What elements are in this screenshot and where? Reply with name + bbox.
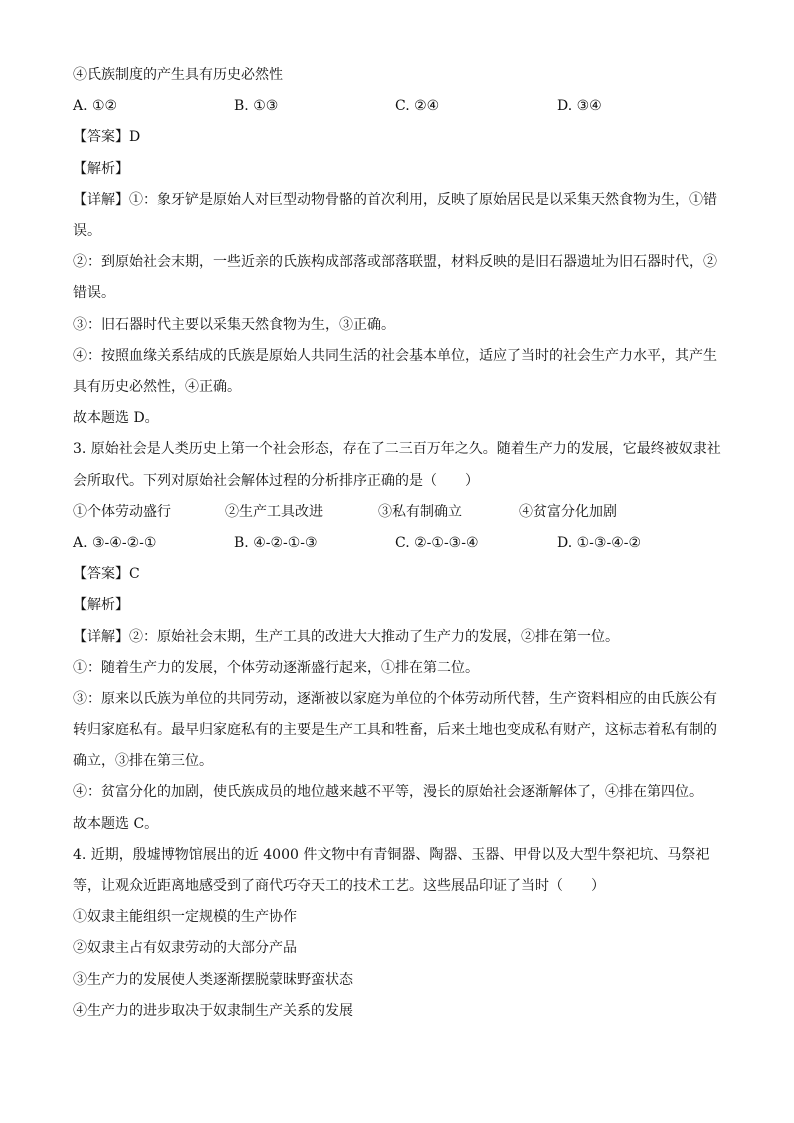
q3-option-d: D. ①-③-④-②: [557, 534, 642, 551]
q2-option-a: A. ①②: [73, 98, 118, 115]
q3-detail-3: ③：原来以氏族为单位的共同劳动，逐渐被以家庭为单位的个体劳动所代替，生产资料相应的由氏族公有转归家庭私有。最早归家庭私有的主要是生产工具和牲畜，后来土地也变成私有财产，这标志着私有制的确立，③排在第三位。: [73, 690, 717, 770]
q4-statement-3: ③生产力的发展使人类逐渐摆脱蒙昧野蛮状态: [73, 971, 353, 988]
q3-detail-1: 【详解】②：原始社会末期，生产工具的改进大大推动了生产力的发展，②排在第一位。: [73, 628, 619, 645]
q3-detail-4: ④：贫富分化的加剧，使氏族成员的地位越来越不平等，漫长的原始社会逐渐解体了，④排在第四位。: [73, 784, 703, 801]
q3-conclusion: 故本题选 C。: [73, 815, 159, 832]
q4-statement-1: ①奴隶主能组织一定规模的生产协作: [73, 909, 297, 926]
q3-item-3: ③私有制确立: [378, 503, 462, 520]
q2-detail-1: 【详解】①：象牙铲是原始人对巨型动物骨骼的首次利用，反映了原始居民是以采集天然食物为生，①错误。: [73, 191, 717, 239]
q2-statement-4: ④氏族制度的产生具有历史必然性: [73, 67, 283, 83]
q2-options: [73, 91, 723, 122]
q3-item-1: ①个体劳动盛行: [73, 503, 171, 520]
q3-items: [73, 497, 723, 528]
q4-statement-2: ②奴隶主占有奴隶劳动的大部分产品: [73, 940, 297, 957]
q2-answer: 【答案】D: [73, 129, 141, 146]
q4-stem: 4. 近期，殷墟博物馆展出的近 4000 件文物中有青铜器、陶器、玉器、甲骨以及大型牛祭祀坑、马祭祀等，让观众近距离地感受到了商代巧夺天工的技术工艺。这些展品印证了当时（ ）: [73, 846, 710, 895]
q3-stem: 3. 原始社会是人类历史上第一个社会形态，存在了二三百万年之久。随着生产力的发展，它最终被奴隶社会所取代。下列对原始社会解体过程的分析排序正确的是（ ）: [73, 441, 721, 489]
q2-analysis-heading: 【解析】: [73, 160, 129, 177]
q2-detail-2: ②：到原始社会末期，一些近亲的氏族构成部落或部落联盟，材料反映的是旧石器遗址为旧石器时代，②错误。: [73, 254, 717, 302]
q2-detail-3: ③：旧石器时代主要以采集天然食物为生，③正确。: [73, 316, 395, 333]
q2-option-c: C. ②④: [395, 98, 440, 115]
q3-analysis-heading: 【解析】: [73, 597, 129, 614]
q3-item-2: ②生产工具改进: [225, 503, 323, 520]
q2-option-b: B. ①③: [234, 98, 279, 115]
q2-conclusion: 故本题选 D。: [73, 410, 159, 427]
q3-detail-2: ①：随着生产力的发展，个体劳动逐渐盛行起来，①排在第二位。: [73, 659, 479, 676]
q3-answer: 【答案】C: [73, 566, 140, 583]
q2-detail-4: ④：按照血缘关系结成的氏族是原始人共同生活的社会基本单位，适应了当时的社会生产力水平，其产生具有历史必然性，④正确。: [73, 347, 717, 395]
q3-option-b: B. ④-②-①-③: [234, 534, 318, 551]
q3-option-c: C. ②-①-③-④: [395, 534, 479, 551]
q3-item-4: ④贫富分化加剧: [519, 503, 617, 520]
q3-option-a: A. ③-④-②-①: [73, 534, 157, 551]
q3-options: [73, 528, 723, 559]
q2-option-d: D. ③④: [557, 98, 602, 115]
document-page: [73, 60, 723, 1027]
q4-statement-4: ④生产力的进步取决于奴隶制生产关系的发展: [73, 1002, 353, 1019]
